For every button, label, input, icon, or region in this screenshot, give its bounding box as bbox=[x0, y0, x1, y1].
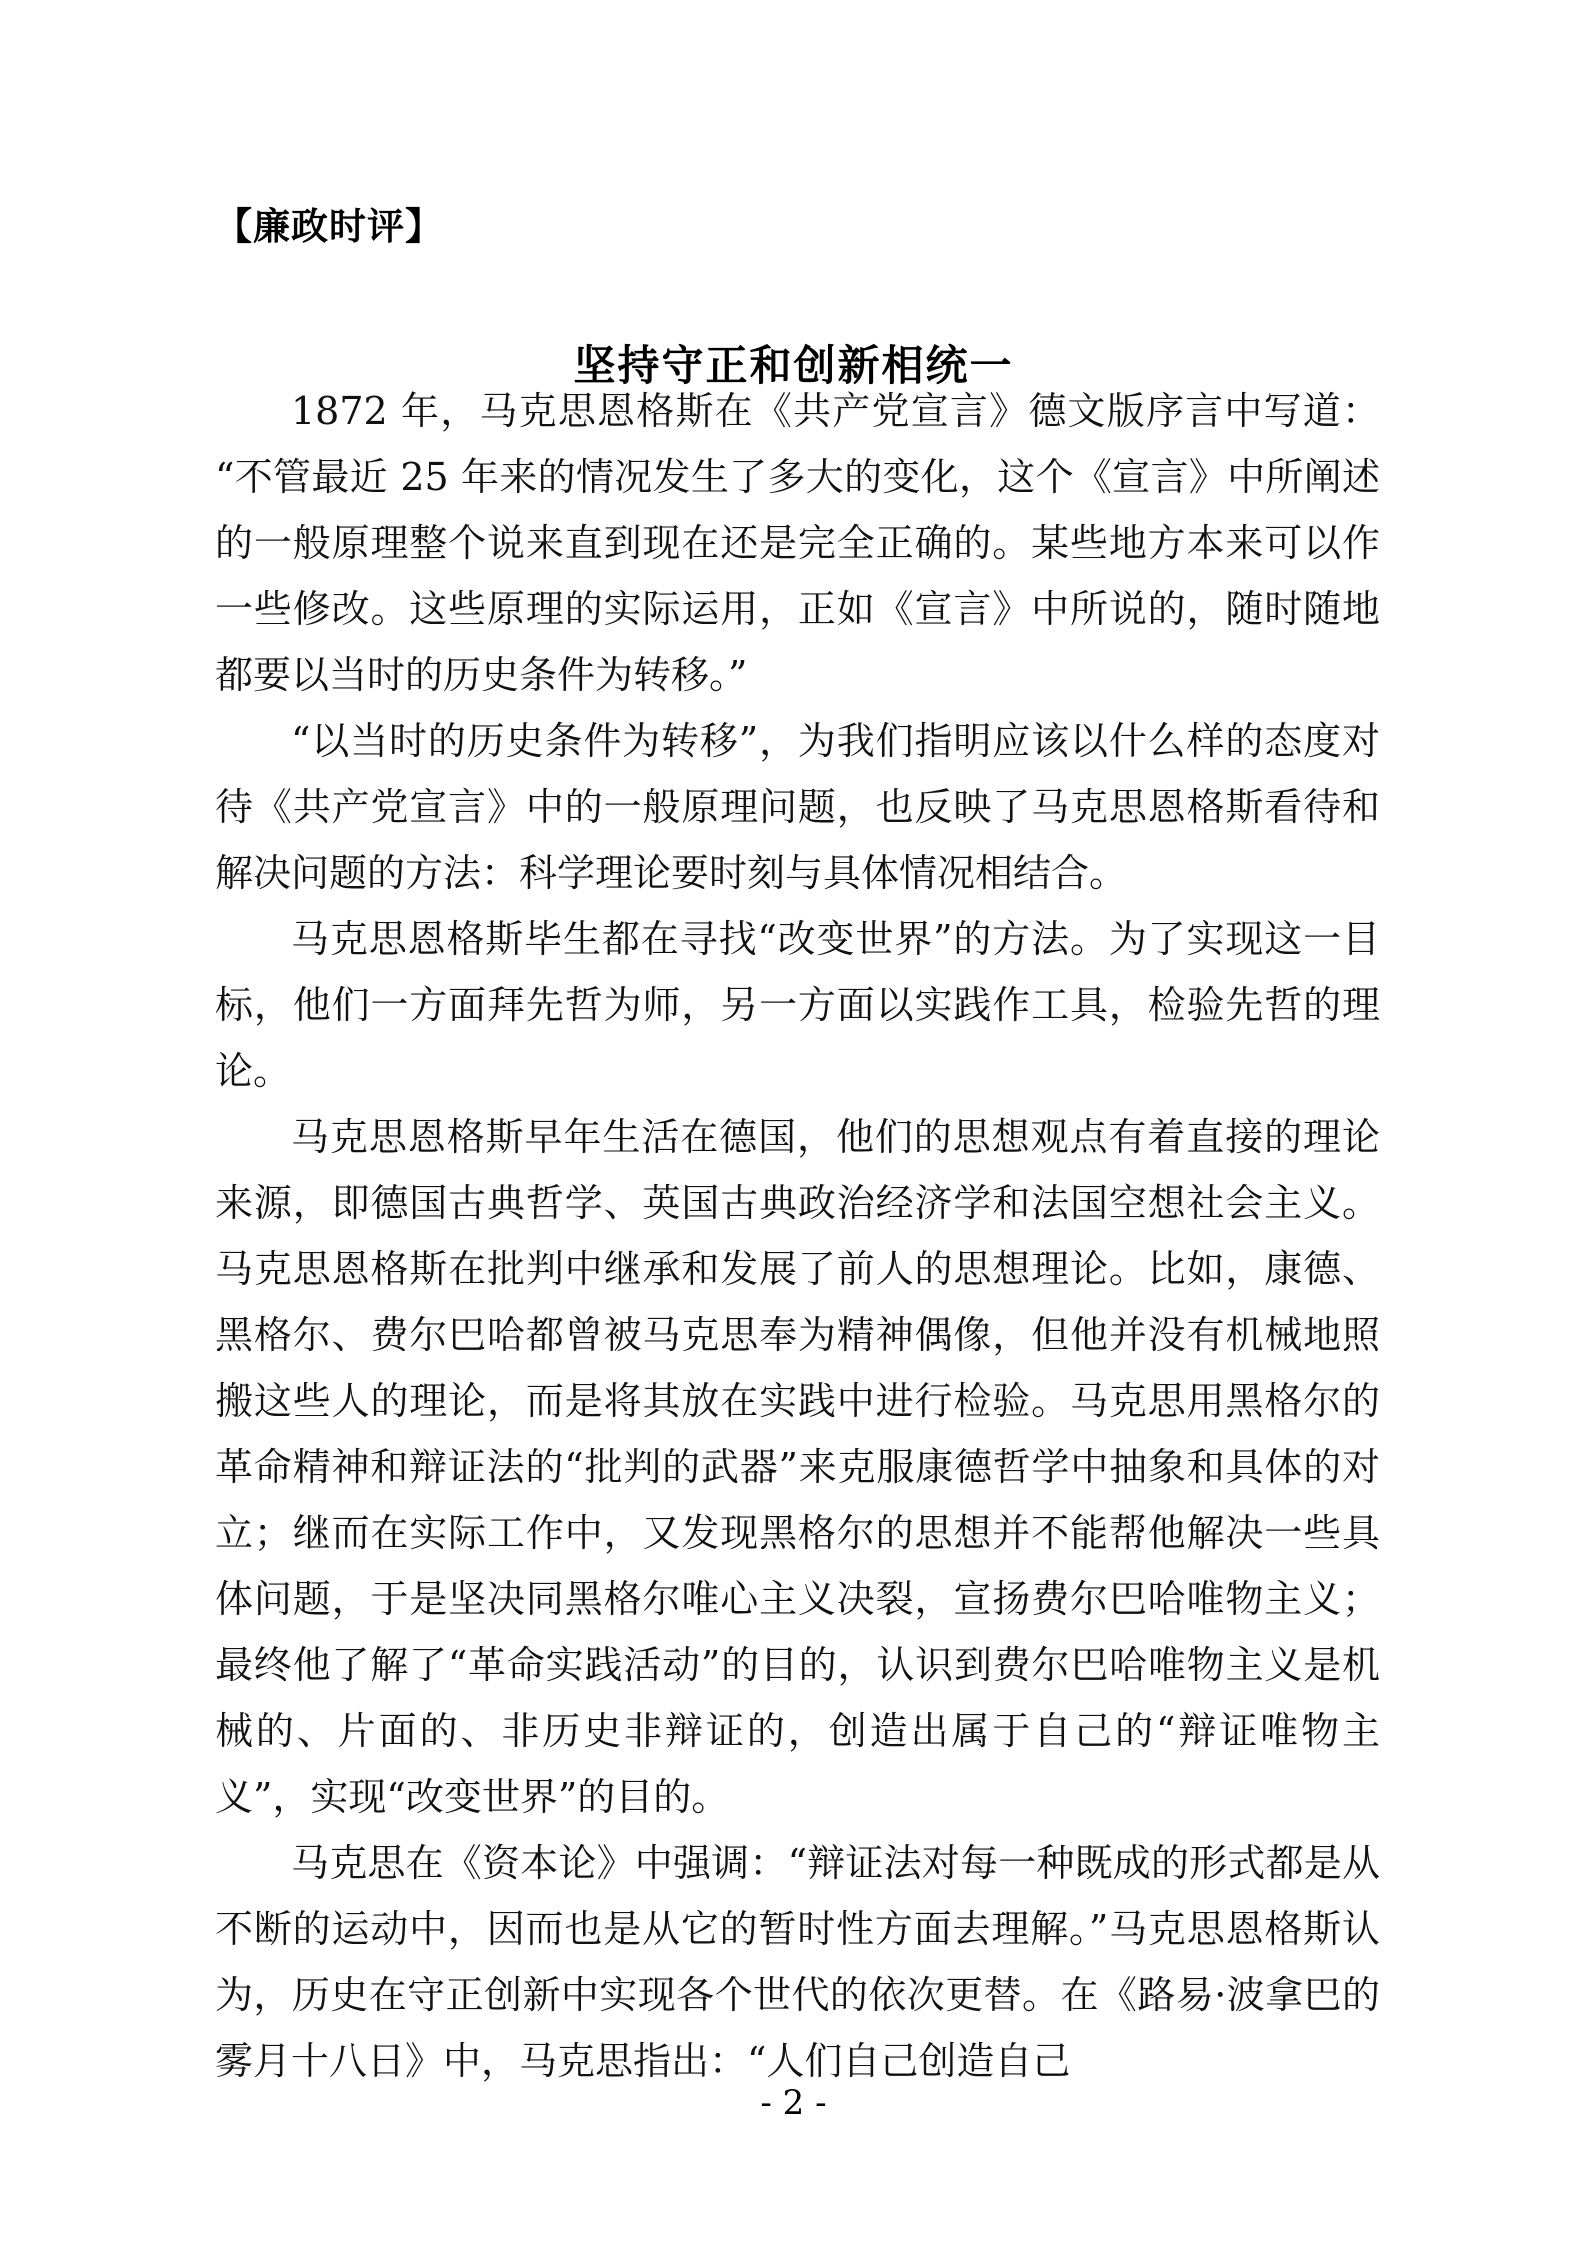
document-body bbox=[215, 378, 1380, 2094]
paragraph: 1872 年，马克思恩格斯在《共产党宣言》德文版序言中写道：“不管最近 25 年来的情况发生了多大的变化，这个《宣言》中所阐述的一般原理整个说来直到现在还是完全正确的。某些地方本来可以作一些修改。这些原理的实际运用，正如《宣言》中所说的，随时随地都要以当时的历史条件为转移。” bbox=[215, 389, 1380, 697]
page-number: - 2 - bbox=[760, 2083, 827, 2123]
section-tag: 【廉政时评】 bbox=[215, 204, 443, 248]
page-title: 坚持守正和创新相统一 bbox=[573, 341, 1014, 391]
paragraph: “以当时的历史条件为转移”，为我们指明应该以什么样的态度对待《共产党宣言》中的一般原理问题，也反映了马克思恩格斯看待和解决问题的方法：科学理论要时刻与具体情况相结合。 bbox=[215, 719, 1380, 895]
paragraph: 马克思恩格斯毕生都在寻找“改变世界”的方法。为了实现这一目标，他们一方面拜先哲为师，另一方面以实践作工具，检验先哲的理论。 bbox=[215, 917, 1380, 1093]
paragraph: 马克思恩格斯早年生活在德国，他们的思想观点有着直接的理论来源，即德国古典哲学、英国古典政治经济学和法国空想社会主义。马克思恩格斯在批判中继承和发展了前人的思想理论。比如，康德、黑格尔、费尔巴哈都曾被马克思奉为精神偶像，但他并没有机械地照搬这些人的理论，而是将其放在实践中进行检验。马克思用黑格尔的革命精神和辩证法的“批判的武器”来克服康德哲学中抽象和具体的对立；继而在实际工作中，又发现黑格尔的思想并不能帮他解决一些具体问题，于是坚决同黑格尔唯心主义决裂，宣扬费尔巴哈唯物主义；最终他了解了“革命实践活动”的目的，认识到费尔巴哈唯物主义是机械的、片面的、非历史非辩证的，创造出属于自己的“辩证唯物主义”，实现“改变世界”的目的。 bbox=[215, 1115, 1380, 1819]
paragraph: 马克思在《资本论》中强调：“辩证法对每一种既成的形式都是从不断的运动中，因而也是从它的暂时性方面去理解。”马克思恩格斯认为，历史在守正创新中实现各个世代的依次更替。在《路易·波拿巴的雾月十八日》中，马克思指出：“人们自己创造自己 bbox=[215, 1841, 1380, 2083]
